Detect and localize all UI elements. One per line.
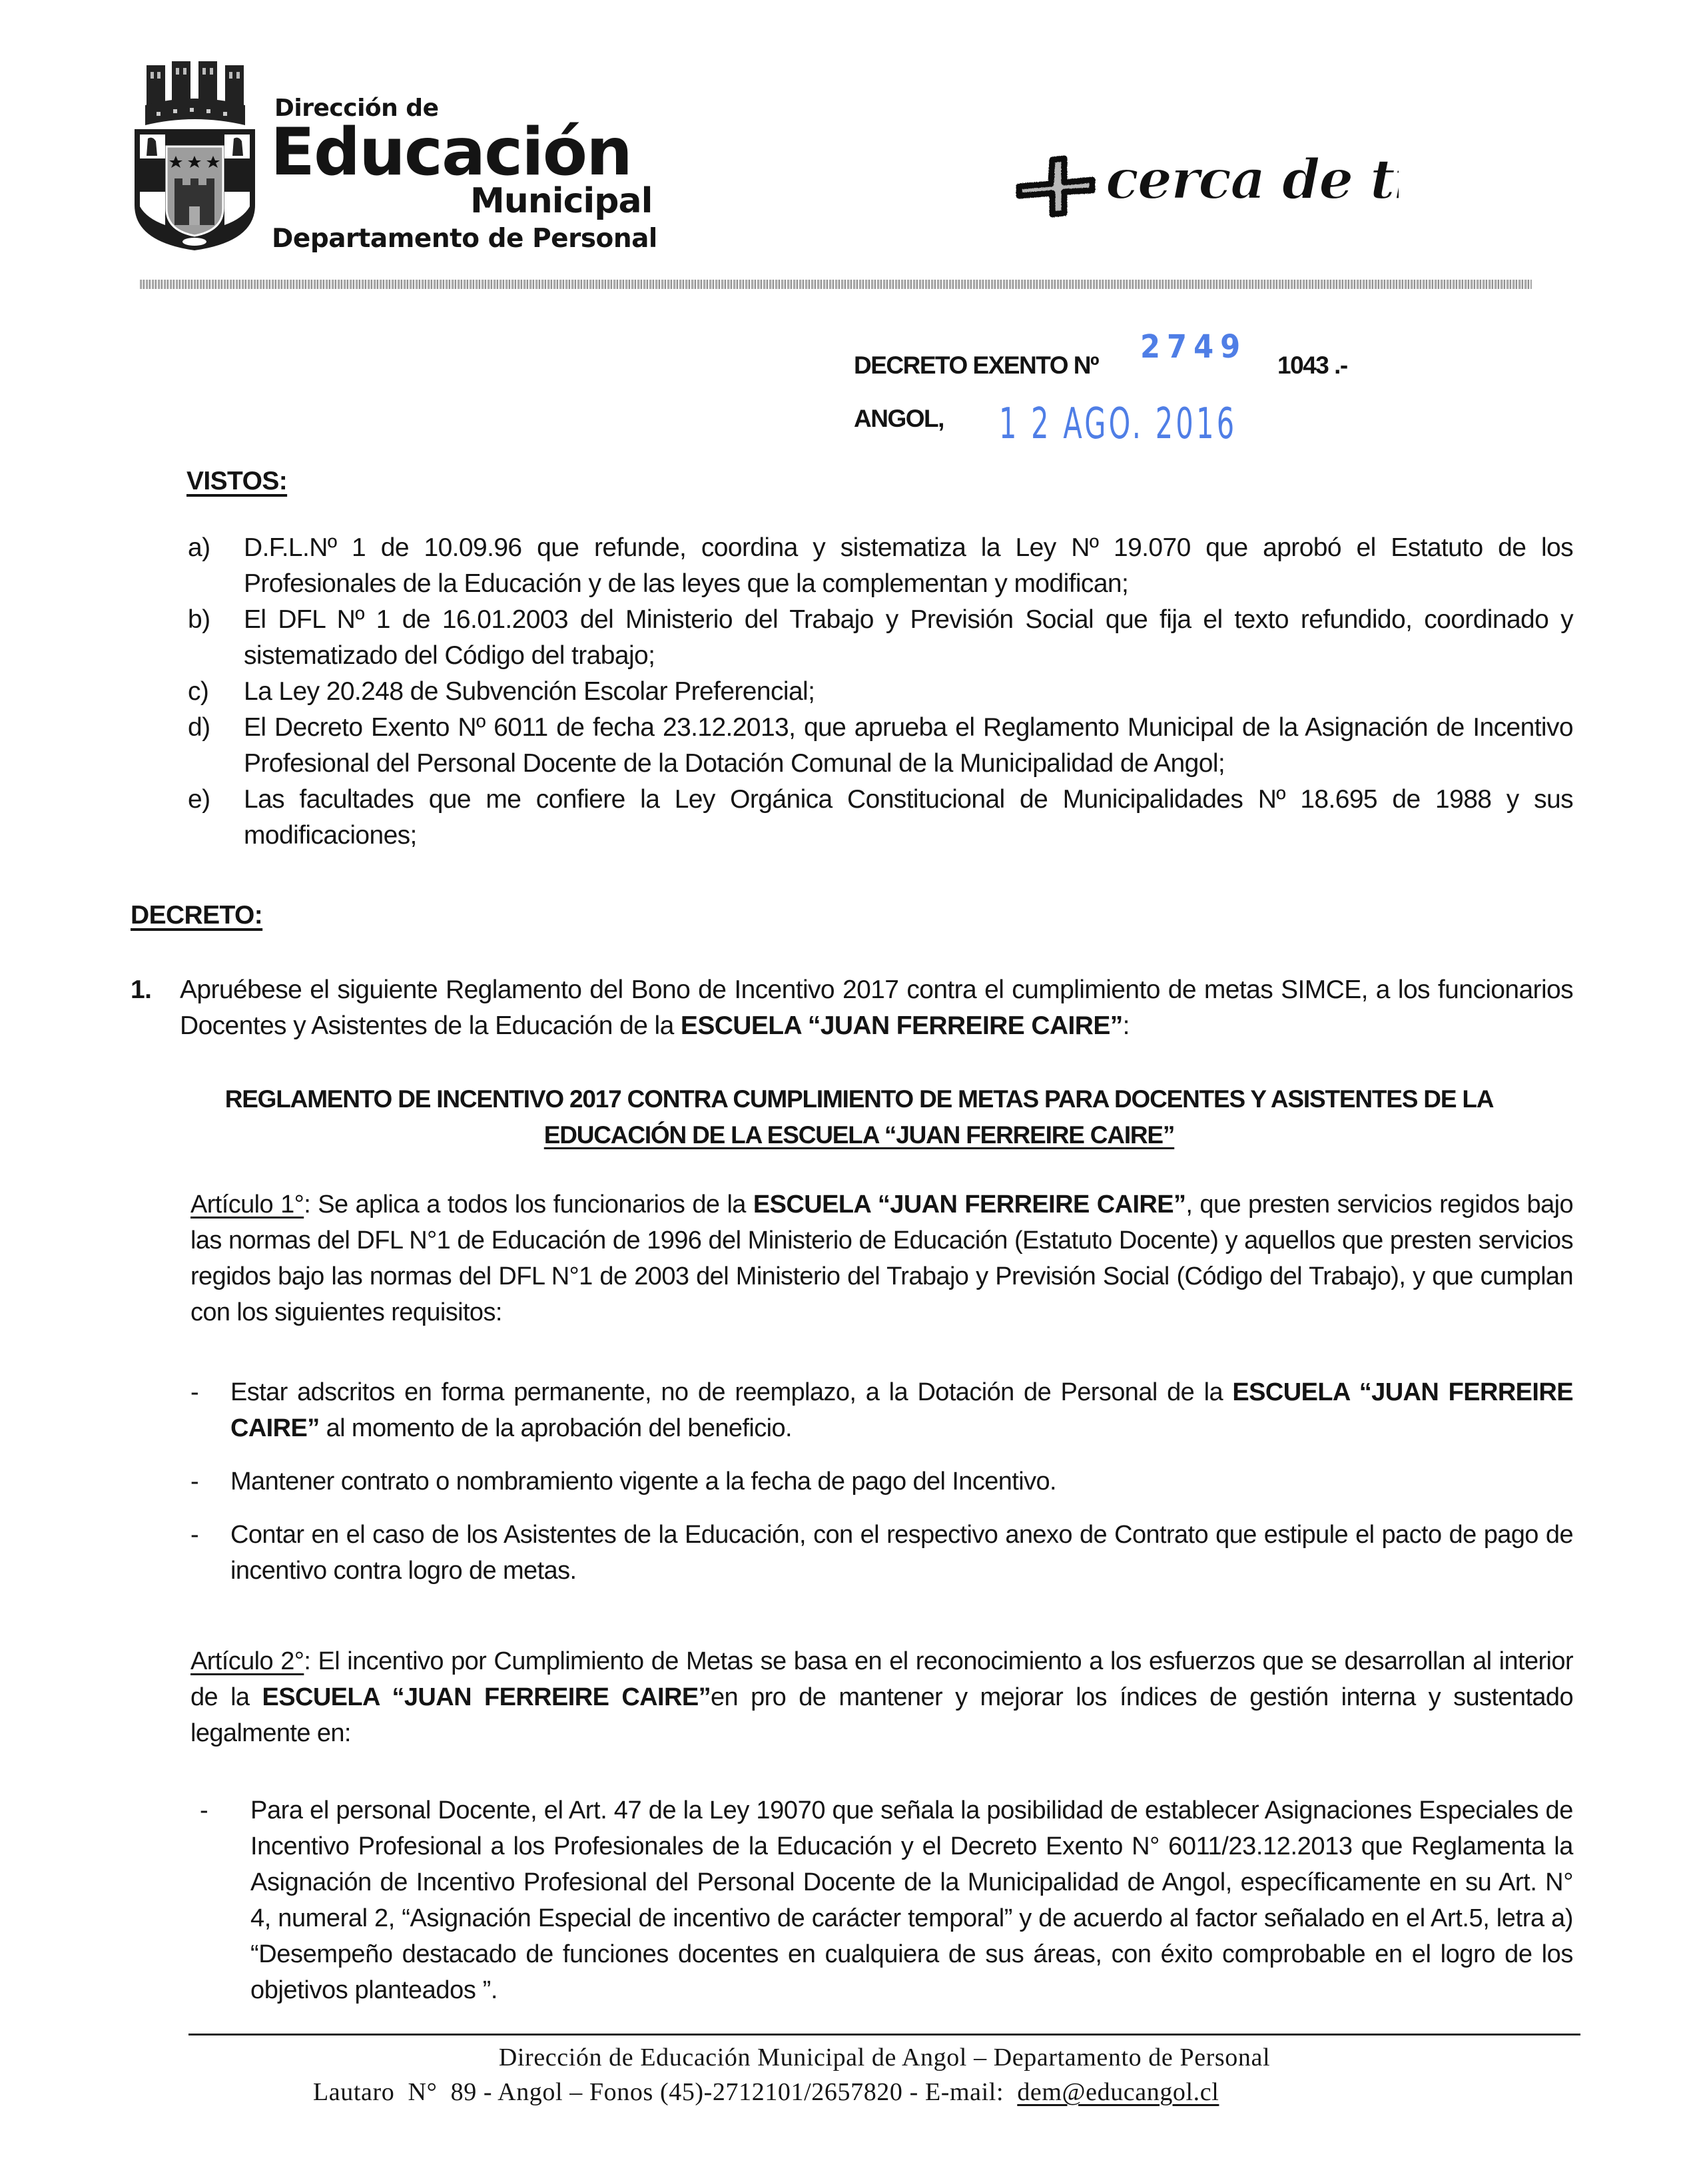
vistos-item	[188, 782, 1573, 854]
vistos-item-text: D.F.L.Nº 1 de 10.09.96 que refunde, coordina y sistematiza la Ley Nº 19.070 que aprobó el Estatuto de los Profesionales de la Educación y de las leyes que la complementan y modifican;	[244, 533, 1573, 598]
vistos-item-marker: b)	[188, 605, 210, 634]
legal-basis-text: Para el personal Docente, el Art. 47 de la Ley 19070 que señala la posibilidad de establecer Asignaciones Especiales de Incentivo Profesional a los Profesionales de la Educación y el Decreto Exento N° 6011/23.12.2013 que Reglamenta la Asignación de Incentivo Profesional del Personal Docente de la Municipalidad de Angol, específicamente en su Art. N° 4, numeral 2, “Asignación Especial de incentivo de carácter temporal” y de acuerdo al factor señalado en el Art.5, letra a) “Desempeño destacado de funciones docentes en cualquiera de sus áreas, con éxito comprobable en el logro de los objetivos planteados ”.	[250, 1796, 1573, 2004]
stamped-date: 1 2 AGO. 2016	[999, 400, 1237, 449]
legal-basis-item	[200, 1792, 1573, 2008]
requirement-marker: -	[190, 1468, 199, 1496]
decreto-point-marker: 1.	[131, 975, 152, 1004]
vistos-item	[188, 710, 1573, 782]
vistos-item	[188, 602, 1573, 674]
reglamento-title-line-1: REGLAMENTO DE INCENTIVO 2017 CONTRA CUMPLIMIENTO DE METAS PARA DOCENTES Y ASISTENTES DE LA	[224, 1085, 1494, 1113]
decreto-point-1	[131, 972, 1573, 1044]
vistos-item	[188, 674, 1573, 710]
letterhead-divider	[140, 280, 1532, 289]
decree-number-label: DECRETO EXENTO Nº	[854, 352, 1098, 379]
vistos-item-text: El Decreto Exento Nº 6011 de fecha 23.12.2013, que aprueba el Reglamento Municipal de la Asignación de Incentivo Profesional del Personal Docente de la Dotación Comunal de la Municipalidad de Angol;	[244, 713, 1573, 778]
letterhead-line-municipal: Municipal	[470, 181, 653, 221]
requirement-item	[190, 1464, 1573, 1500]
vistos-item-text: El DFL Nº 1 de 16.01.2003 del Ministerio del Trabajo y Previsión Social que fija el texto refundido, coordinado y sistematizado del Código del trabajo;	[244, 605, 1573, 670]
vistos-item-marker: a)	[188, 533, 210, 562]
stamped-decree-number: 2749	[1140, 328, 1247, 366]
requirement-item	[190, 1374, 1573, 1446]
slogan-logo	[992, 127, 1399, 220]
vistos-item	[188, 530, 1573, 602]
school-name: ESCUELA “JUAN FERREIRE CAIRE”	[262, 1683, 711, 1711]
footer-address: Lautaro N° 89 - Angol – Fonos (45)-2712101/2657820 - E-mail:	[313, 2078, 1018, 2106]
articulo-1: Artículo 1°: Se aplica a todos los funcionarios de la ESCUELA “JUAN FERREIRE CAIRE”, que presten servicios regidos bajo las normas del DFL N°1 de Educación de 1996 del Ministerio de Educación (Estatuto Docente) y aquellos que presten servicios regidos bajo las normas del DFL N°1 de 2003 del Ministerio del Trabajo y Previsión Social (Código del Trabajo), y que cumplan con los siguientes requisitos:	[190, 1191, 1573, 1326]
footer-email-link[interactable]: dem@educangol.cl	[1017, 2078, 1219, 2106]
decreto-heading: DECRETO:	[131, 901, 263, 930]
municipal-coat-of-arms-icon	[133, 59, 256, 252]
reglamento-title	[153, 1081, 1565, 1153]
vistos-item-text: Las facultades que me confiere la Ley Orgánica Constitucional de Municipalidades Nº 18.695 de 1988 y sus modificaciones;	[244, 785, 1573, 850]
legal-basis-marker: -	[200, 1796, 208, 1824]
school-name: ESCUELA “JUAN FERREIRE CAIRE”	[753, 1191, 1186, 1219]
requirement-text: Contar en el caso de los Asistentes de la Educación, con el respectivo anexo de Contrato que estipule el pacto de pago de incentivo contra logro de metas.	[230, 1521, 1573, 1585]
articulo-1-requirements	[190, 1374, 1573, 1589]
requirement-text: Mantener contrato o nombramiento vigente a la fecha de pago del Incentivo.	[230, 1468, 1056, 1496]
requirement-marker: -	[190, 1378, 199, 1406]
school-name: ESCUELA “JUAN FERREIRE CAIRE”	[680, 1011, 1123, 1040]
vistos-item-marker: c)	[188, 677, 209, 706]
reglamento-title-line-2: EDUCACIÓN DE LA ESCUELA “JUAN FERREIRE CAIRE”	[543, 1121, 1175, 1149]
articulo-2: Artículo 2°: El incentivo por Cumplimiento de Metas se basa en el reconocimiento a los esfuerzos que se desarrollan al interior de la ESCUELA “JUAN FERREIRE CAIRE”en pro de mantener y mejorar los índices de gestión interna y sustentado legalmente en:	[190, 1647, 1574, 1747]
decreto-point-text: Apruébese el siguiente Reglamento del Bono de Incentivo 2017 contra el cumplimiento de metas SIMCE, a los funcionarios Docentes y Asistentes de la Educación de la ESCUELA “JUAN FERREIRE CAIRE”:	[180, 975, 1573, 1040]
slogan-text: cerca de ti	[1106, 148, 1399, 212]
footer-divider	[188, 2034, 1580, 2036]
city-label: ANGOL,	[854, 405, 944, 432]
vistos-heading: VISTOS:	[186, 467, 288, 495]
school-name: ESCUELA “JUAN FERREIRE CAIRE”	[230, 1378, 1573, 1442]
letterhead-line-direccion: Dirección de	[274, 95, 439, 122]
vistos-item-text: La Ley 20.248 de Subvención Escolar Preferencial;	[244, 677, 815, 706]
letterhead-department: Departamento de Personal	[272, 224, 657, 254]
articulo-2-bullets	[200, 1792, 1573, 2008]
letterhead-title-educacion: Educación	[270, 115, 631, 190]
articulo-2-label: Artículo 2°	[190, 1647, 304, 1675]
requirement-marker: -	[190, 1521, 199, 1549]
requirement-text: Estar adscritos en forma permanente, no de reemplazo, a la Dotación de Personal de la ESCUELA “JUAN FERREIRE CAIRE” al momento de la aprobación del beneficio.	[230, 1378, 1573, 1442]
printed-decree-number: 1043 .-	[1277, 352, 1347, 379]
articulo-1-label: Artículo 1°	[190, 1191, 304, 1219]
footer-organization: Dirección de Educación Municipal de Angol – Departamento de Personal	[498, 2044, 1271, 2071]
requirement-item	[190, 1517, 1573, 1589]
footer-contact	[313, 2077, 1219, 2107]
vistos-list	[188, 530, 1573, 854]
vistos-item-marker: e)	[188, 785, 210, 814]
vistos-item-marker: d)	[188, 713, 210, 742]
